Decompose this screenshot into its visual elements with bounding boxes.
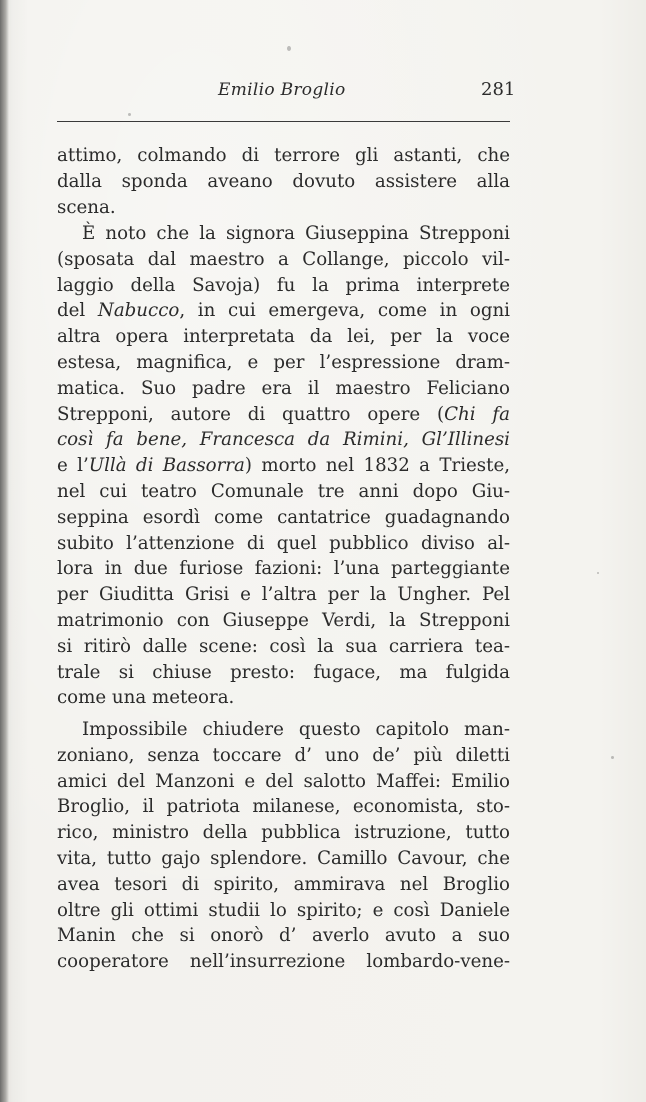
binding-edge	[0, 0, 9, 1102]
text-line: si ritirò dalle scene: così la sua carriera tea-	[57, 635, 510, 657]
text-line: dalla sponda aveano dovuto assistere alla	[57, 170, 510, 192]
text-line: Impossibile chiudere questo capitolo man-	[82, 719, 510, 740]
italic-title: così fa bene, Francesca da Rimini, Gl’Illinesi	[57, 429, 510, 451]
page-number: 281	[481, 79, 516, 100]
text-line: Manin che si onorò d’ averlo avuto a suo	[57, 925, 510, 947]
page-header	[0, 78, 646, 106]
text-line: Broglio, il patriota milanese, economista, sto-	[57, 796, 510, 818]
text-line: attimo, colmando di terrore gli astanti, che	[57, 145, 510, 166]
text-line: estesa, magnifica, e per l’espressione dram-	[57, 351, 510, 373]
italic-title: Chi fa	[444, 403, 510, 425]
text-line: del Nabucco, in cui emergeva, come in ogni	[57, 300, 510, 322]
text-line: zoniano, senza toccare d’ uno de’ più diletti	[57, 744, 510, 766]
text-line: come una meteora.	[57, 687, 235, 709]
text-line: oltre gli ottimi studii lo spirito; e così Daniele	[57, 899, 510, 921]
paragraph-1	[57, 143, 510, 220]
text-line: matica. Suo padre era il maestro Feliciano	[57, 377, 510, 399]
text-line: seppina esordì come cantatrice guadagnando	[57, 506, 510, 528]
paper-speck	[597, 572, 599, 574]
text-line: subito l’attenzione di quel pubblico diviso al-	[57, 532, 510, 554]
text-line	[57, 427, 510, 453]
text-line: vita, tutto gajo splendore. Camillo Cavour, che	[57, 847, 510, 869]
italic-title: Nabucco	[97, 300, 180, 322]
text-line: lora in due furiose fazioni: l’una parteggiante	[57, 558, 510, 580]
text-line: amici del Manzoni e del salotto Maffei: Emilio	[57, 770, 510, 792]
text-line: laggio della Savoja) fu la prima interprete	[57, 274, 510, 296]
paragraph-2	[57, 221, 510, 711]
text-line: cooperatore nell’insurrezione lombardo-vene-	[57, 951, 510, 973]
italic-title: Ullà di Bassorra	[88, 455, 245, 477]
text-line: scena.	[57, 196, 116, 218]
text-line: È noto che la signora Giuseppina Strepponi	[82, 223, 510, 244]
text-line: Strepponi, autore di quattro opere (Chi fa	[57, 403, 510, 425]
text-line: rico, ministro della pubblica istruzione, tutto	[57, 822, 510, 844]
header-rule	[57, 121, 510, 122]
running-title: Emilio Broglio	[218, 80, 346, 100]
text-line: altra opera interpretata da lei, per la voce	[57, 326, 510, 348]
text-line: matrimonio con Giuseppe Verdi, la Strepponi	[57, 609, 510, 631]
paper-speck	[287, 46, 291, 51]
text-line: e l’Ullà di Bassorra) morto nel 1832 a Trieste,	[57, 455, 510, 477]
text-line: (sposata dal maestro a Collange, piccolo vil-	[57, 248, 510, 270]
text-line: avea tesori di spirito, ammirava nel Broglio	[57, 873, 510, 895]
paper-speck	[611, 756, 614, 759]
text-line: per Giuditta Grisi e l’altra per la Ungher. Pel	[57, 584, 510, 606]
paragraph-3	[57, 717, 510, 975]
text-line: trale si chiuse presto: fugace, ma fulgida	[57, 661, 510, 683]
paper-speck	[128, 113, 131, 116]
text-line: nel cui teatro Comunale tre anni dopo Giu-	[57, 480, 510, 502]
